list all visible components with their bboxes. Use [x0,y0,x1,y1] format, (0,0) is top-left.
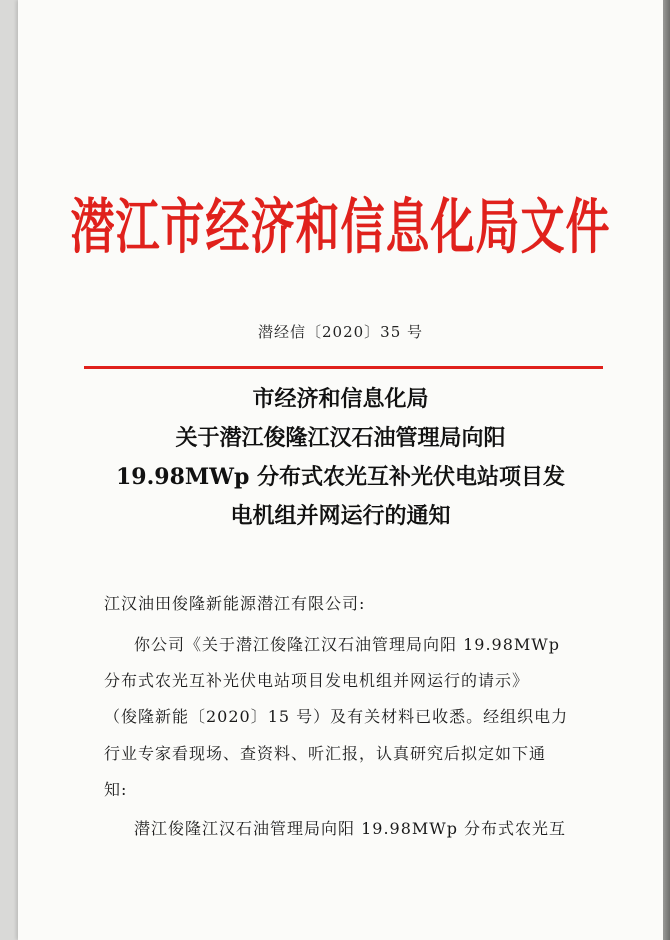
paragraph-line: 分布式农光互补光伏电站项目发电机组并网运行的请示》 [104,671,530,690]
paragraph-line: （俊隆新能〔2020〕15 号）及有关材料已收悉。经组织电力 [104,707,569,726]
paragraph-line: 行业专家看现场、查资料、听汇报，认真研究后拟定如下通 [104,744,547,763]
notice-title-line: 19.98MWp 分布式农光互补光伏电站项目发 [116,464,565,490]
red-separator-line [84,366,603,369]
notice-title-line: 市经济和信息化局 [252,386,429,412]
paragraph-line: 潜江俊隆江汉石油管理局向阳 19.98MWp 分布式农光互 [134,819,567,838]
notice-title-line: 关于潜江俊隆江汉石油管理局向阳 [175,425,506,451]
notice-title [18,380,663,536]
document-header-title: 潜江市经济和信息化局文件 [70,193,611,263]
document-page [18,0,663,940]
paragraph-line: 你公司《关于潜江俊隆江汉石油管理局向阳 19.98MWp [134,635,560,654]
notice-title-line: 电机组并网运行的通知 [230,503,451,529]
document-number: 潜经信〔2020〕35 号 [257,323,424,341]
recipient-line: 江汉油田俊隆新能源潜江有限公司: [104,594,366,613]
paragraph-line: 知: [104,780,128,799]
scan-page-edge [663,0,670,940]
